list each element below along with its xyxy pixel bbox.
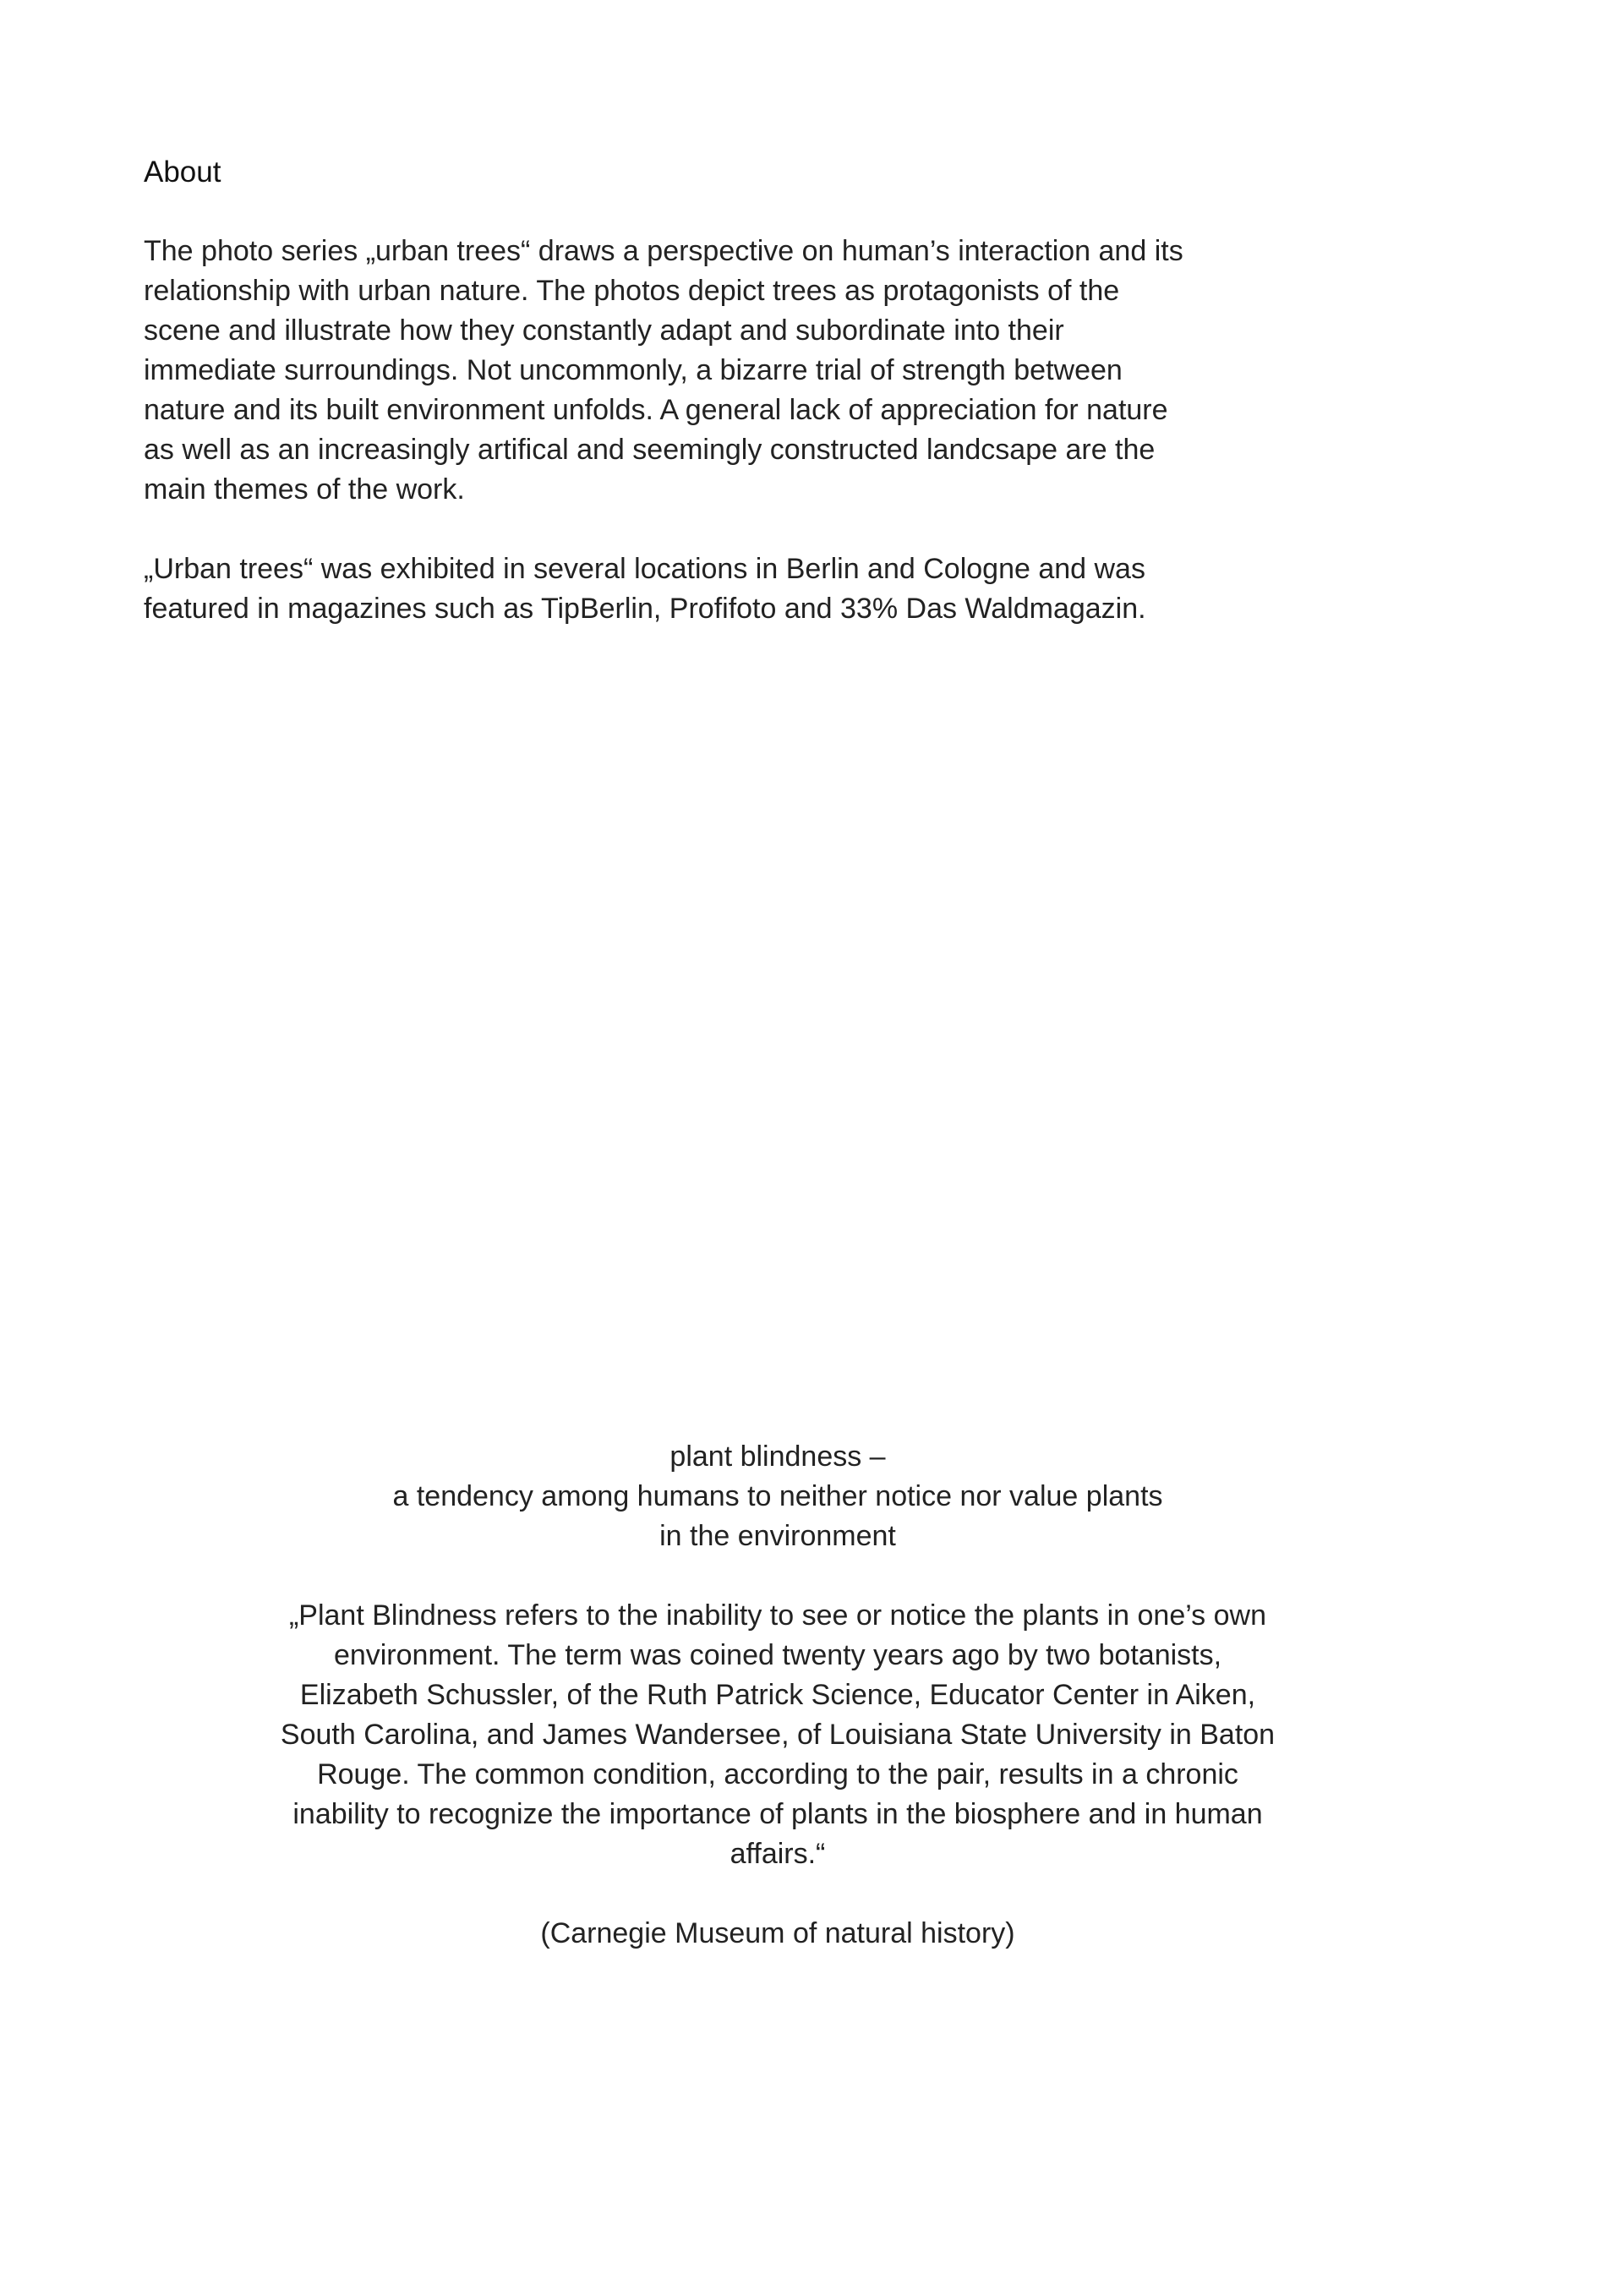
- about-section: [144, 152, 1192, 629]
- about-heading: About: [144, 156, 221, 189]
- definition-line: in the environment: [659, 1520, 896, 1552]
- definition-term: plant blindness –: [669, 1440, 886, 1473]
- plant-blindness-section: [245, 1437, 1310, 1954]
- about-paragraph-exhibitions: „Urban trees“ was exhibited in several locations in Berlin and Cologne and was featured in magazines such as TipBerlin, Profifoto and 33% Das Waldmagazin.: [144, 553, 1146, 625]
- definition-line: a tendency among humans to neither notice nor value plants: [392, 1480, 1163, 1512]
- about-paragraph-intro: The photo series „urban trees“ draws a perspective on human’s interaction and its relationship with urban nature. The photos depict trees as protagonists of the scene and illustrate how they constantly adapt and subordinate into their immediate surroundings. Not uncommonly, a bizarre trial of strength between nature and its built environment unfolds. A general lack of appreciation for nature as well as an increasingly artifical and seemingly constructed landcsape are the main themes of the work.: [144, 235, 1183, 506]
- quote-source: (Carnegie Museum of natural history): [540, 1917, 1015, 1949]
- plant-blindness-quote: „Plant Blindness refers to the inability to see or notice the plants in one’s own environment. The term was coined twenty years ago by two botanists, Elizabeth Schussler, of the Ruth Patrick Science, Educator Center in Aiken, South Carolina, and James Wandersee, of Louisiana State University in Baton Rouge. The common condition, according to the pair, results in a chronic inability to recognize the importance of plants in the biosphere and in human affairs.“: [280, 1599, 1276, 1870]
